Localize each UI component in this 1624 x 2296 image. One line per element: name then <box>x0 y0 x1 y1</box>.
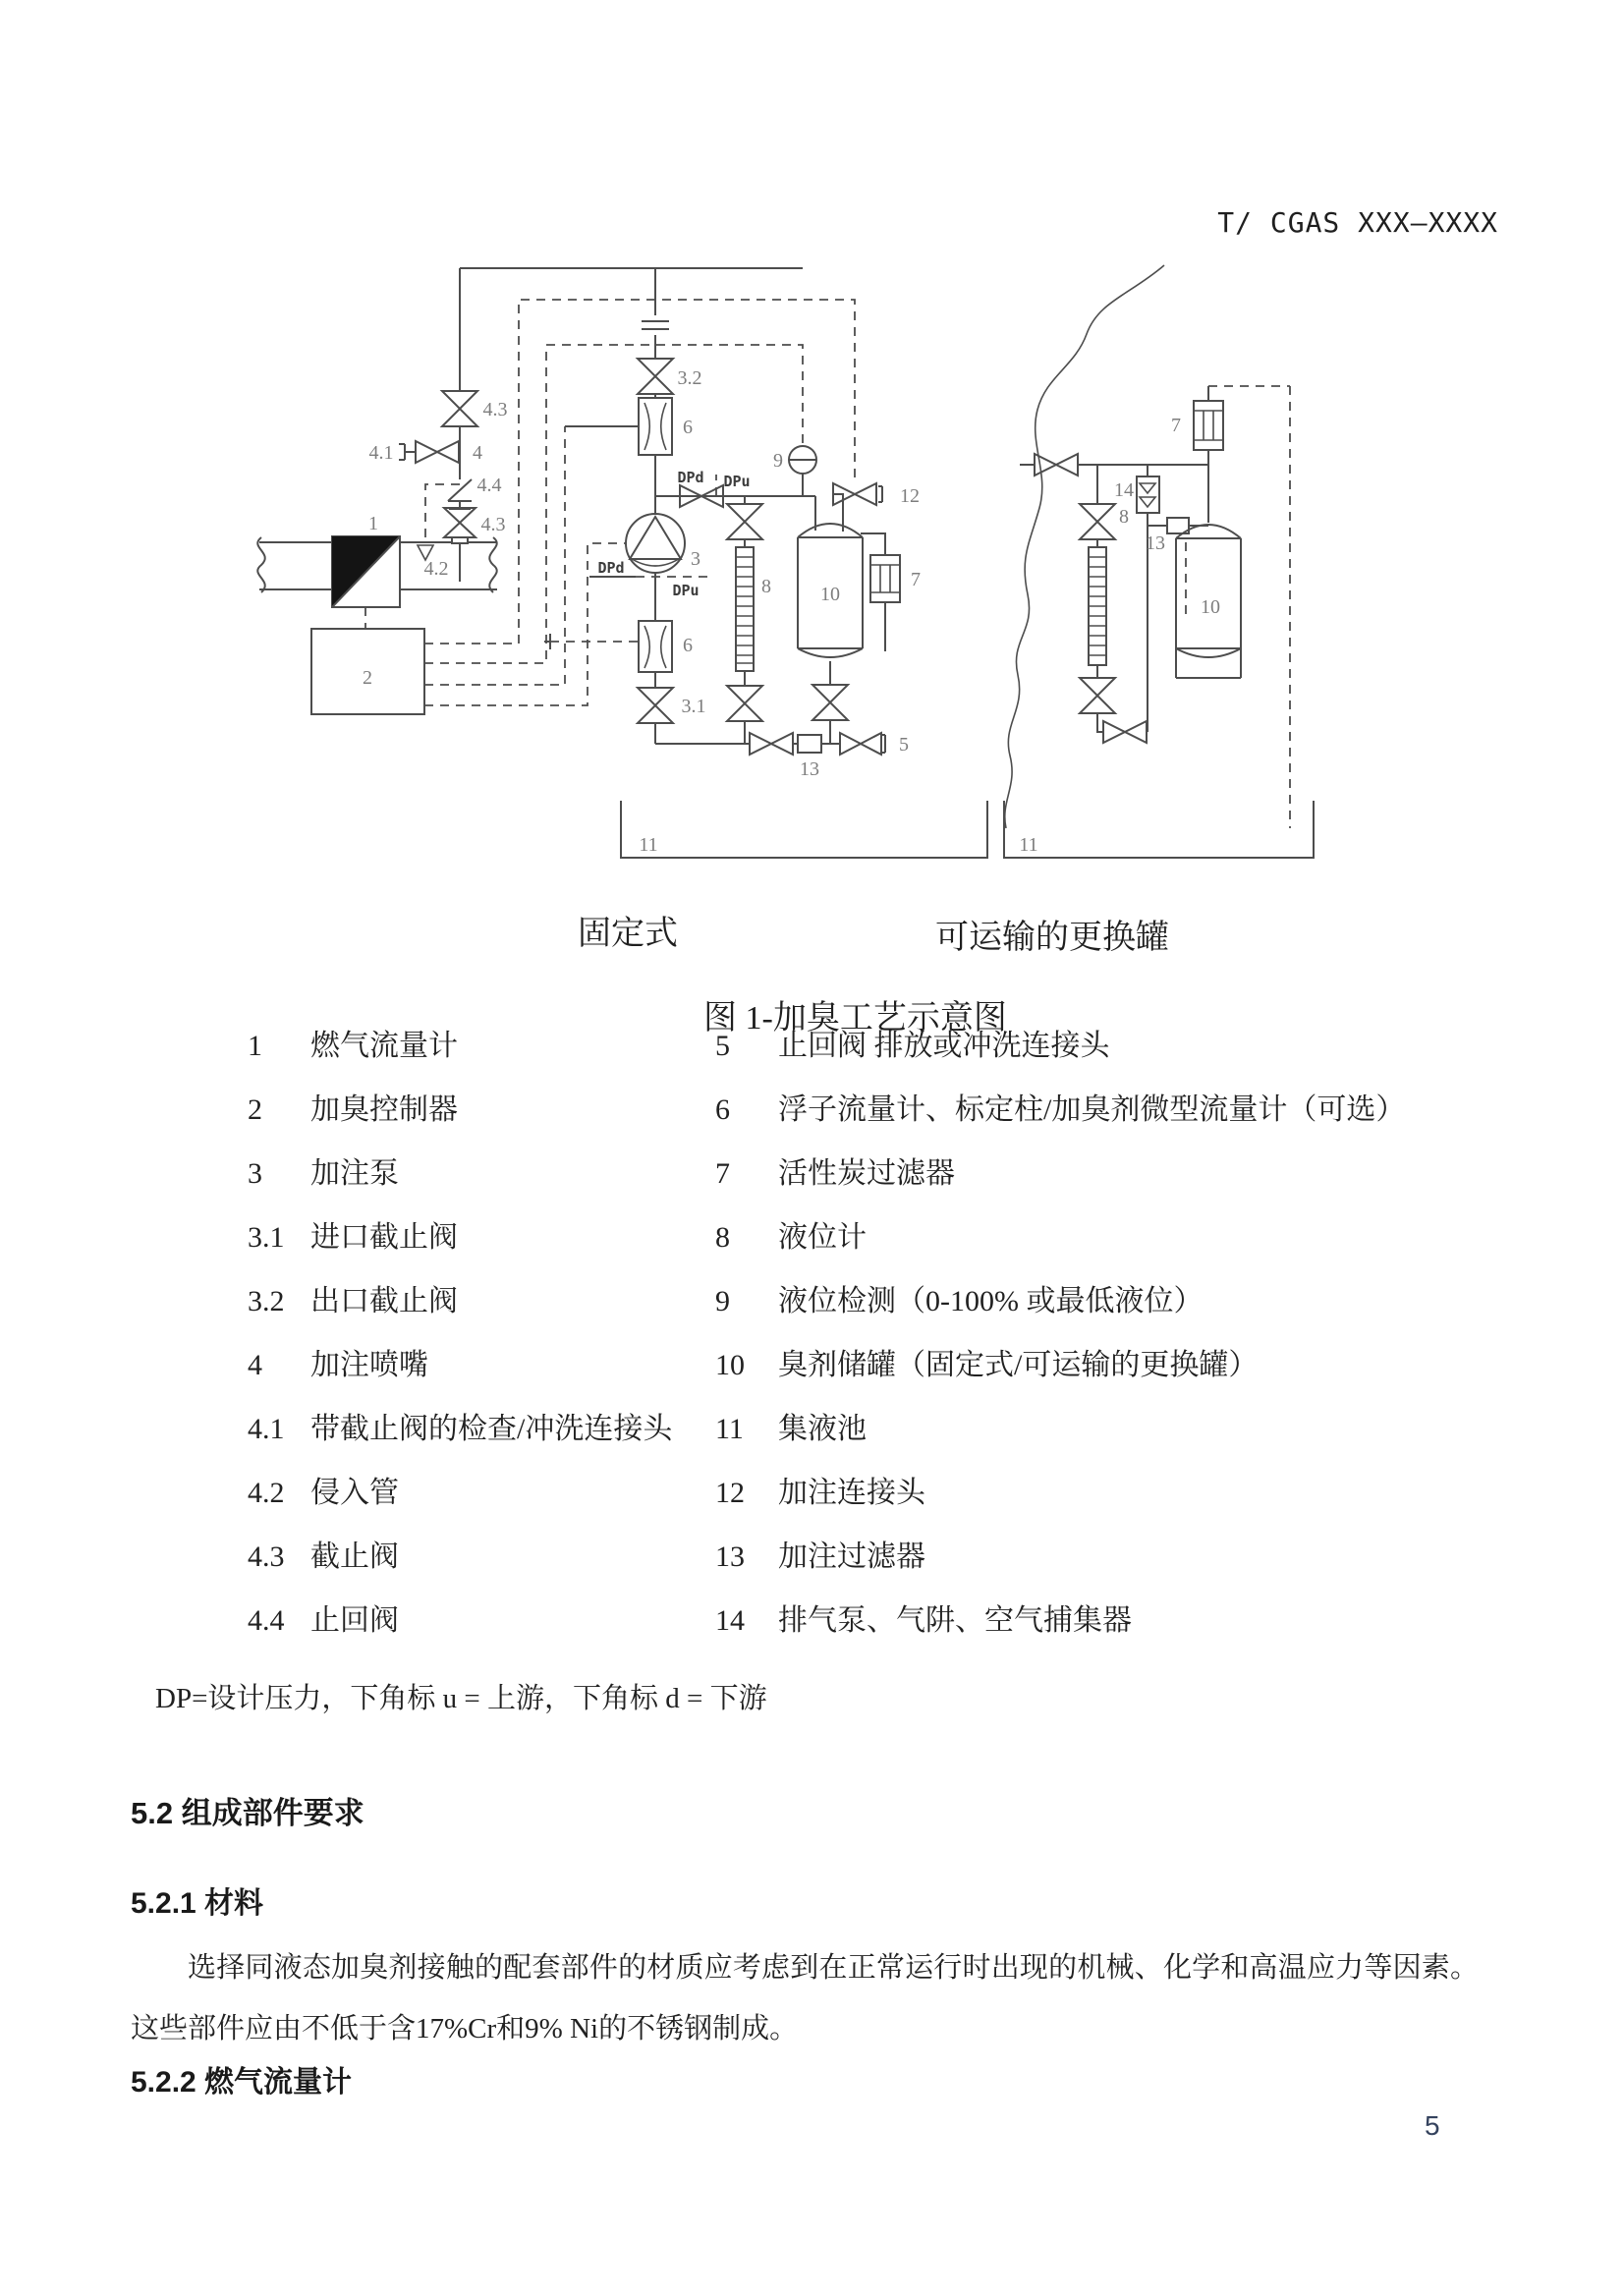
transportable-piping <box>1020 386 1290 828</box>
legend-number: 13 <box>715 1540 745 1573</box>
legend-label: 加注泵 <box>310 1157 399 1190</box>
collection-basin-transportable <box>1004 801 1314 858</box>
legend-number: 2 <box>248 1093 262 1126</box>
svg-text:9: 9 <box>773 450 783 472</box>
legend-row <box>715 1347 1472 1411</box>
svg-text:8: 8 <box>761 576 771 597</box>
svg-text:14: 14 <box>1114 479 1134 501</box>
legend-row <box>715 1092 1472 1155</box>
svg-text:4.3: 4.3 <box>480 514 506 535</box>
legend-label: 止回阀 <box>310 1604 399 1637</box>
svg-text:8: 8 <box>1119 506 1129 528</box>
legend-number: 1 <box>248 1030 262 1062</box>
dp-definition-note: DP=设计压力，下角标 u = 上游，下角标 d = 下游 <box>155 1683 767 1714</box>
legend-row <box>715 1219 1472 1283</box>
legend-label: 液位计 <box>778 1221 867 1254</box>
legend-row <box>248 1539 709 1602</box>
svg-text:3.1: 3.1 <box>681 696 706 717</box>
process-diagram <box>147 251 1454 899</box>
legend-row <box>715 1283 1472 1347</box>
legend-label: 活性炭过滤器 <box>778 1157 955 1190</box>
svg-text:6: 6 <box>683 635 693 656</box>
injection-valve-string <box>399 268 803 582</box>
svg-text:3.2: 3.2 <box>677 367 702 389</box>
svg-text:DPd: DPd <box>597 559 625 577</box>
legend-number: 4.1 <box>248 1413 285 1445</box>
legend-label: 截止阀 <box>310 1540 399 1573</box>
legend-number: 12 <box>715 1477 745 1509</box>
level-gauge-column <box>727 496 762 744</box>
legend-number: 14 <box>715 1604 745 1637</box>
legend-row <box>715 1411 1472 1475</box>
transportable-system-schematic <box>1004 265 1314 858</box>
svg-text:13: 13 <box>1146 532 1165 554</box>
svg-text:4: 4 <box>473 442 482 464</box>
legend-label: 液位检测（0-100% 或最低液位） <box>778 1285 1204 1317</box>
gas-flow-meter-symbol <box>332 536 400 607</box>
page-number: 5 <box>1425 2110 1440 2141</box>
svg-text:DPu: DPu <box>672 582 700 599</box>
legend-row <box>248 1283 709 1347</box>
legend-row <box>715 1602 1472 1666</box>
figure-title: 图 1-加臭工艺示意图 <box>703 1000 1007 1036</box>
legend-label: 出口截止阀 <box>310 1285 458 1317</box>
legend-row <box>248 1219 709 1283</box>
legend-label: 浮子流量计、标定柱/加臭剂微型流量计（可选） <box>778 1093 1406 1126</box>
svg-text:12: 12 <box>900 485 920 507</box>
legend-row <box>715 1028 1472 1092</box>
legend-number: 11 <box>715 1413 744 1445</box>
caption-transportable-tank: 可运输的更换罐 <box>935 920 1169 956</box>
section-heading-5-2: 5.2 组成部件要求 <box>131 1796 364 1830</box>
legend-number: 10 <box>715 1349 745 1381</box>
svg-text:DPu: DPu <box>723 473 751 490</box>
svg-text:DPd: DPd <box>677 469 704 486</box>
legend-row <box>248 1347 709 1411</box>
break-line <box>1005 265 1164 828</box>
legend-label: 加臭控制器 <box>310 1093 458 1126</box>
svg-text:2: 2 <box>363 667 372 689</box>
odorization-controller-box <box>311 300 855 714</box>
legend-label: 带截止阀的检查/冲洗连接头 <box>310 1413 673 1445</box>
legend-row <box>248 1602 709 1666</box>
svg-text:10: 10 <box>1201 596 1220 618</box>
odorant-tank-fixed <box>798 483 900 744</box>
legend-label: 燃气流量计 <box>310 1030 458 1062</box>
legend-row <box>248 1028 709 1092</box>
legend-number: 4 <box>248 1349 262 1381</box>
svg-text:1: 1 <box>368 513 378 534</box>
legend-number: 6 <box>715 1093 730 1126</box>
legend-label: 侵入管 <box>310 1477 399 1509</box>
legend-label: 加注连接头 <box>778 1477 925 1509</box>
svg-text:4.4: 4.4 <box>476 475 502 496</box>
svg-text:4.2: 4.2 <box>423 558 449 580</box>
legend-number: 4.2 <box>248 1477 285 1509</box>
svg-text:7: 7 <box>1171 415 1181 436</box>
svg-text:5: 5 <box>899 734 909 756</box>
legend-label: 集液池 <box>778 1413 867 1445</box>
svg-text:3: 3 <box>691 548 700 570</box>
legend-row <box>248 1092 709 1155</box>
legend-label: 臭剂储罐（固定式/可运输的更换罐） <box>778 1349 1259 1381</box>
svg-text:4.1: 4.1 <box>368 442 394 464</box>
svg-text:4.3: 4.3 <box>482 399 508 420</box>
legend-number: 4.4 <box>248 1604 285 1637</box>
dosing-pump-column <box>544 268 816 744</box>
legend-number: 3 <box>248 1157 262 1190</box>
legend-label: 排气泵、气阱、空气捕集器 <box>778 1604 1132 1637</box>
legend-row <box>715 1155 1472 1219</box>
legend-number: 5 <box>715 1030 730 1062</box>
legend-row <box>715 1475 1472 1539</box>
svg-text:10: 10 <box>820 584 840 605</box>
svg-text:7: 7 <box>911 569 921 590</box>
legend-row <box>248 1155 709 1219</box>
legend-label: 加注过滤器 <box>778 1540 925 1573</box>
legend-row <box>248 1411 709 1475</box>
svg-text:13: 13 <box>800 758 819 780</box>
legend-row <box>715 1539 1472 1602</box>
legend-number: 4.3 <box>248 1540 285 1573</box>
svg-text:6: 6 <box>683 417 693 438</box>
caption-fixed-type: 固定式 <box>578 916 678 952</box>
legend-label: 加注喷嘴 <box>310 1349 428 1381</box>
svg-text:11: 11 <box>1019 834 1038 856</box>
legend-column-left <box>248 1028 709 1666</box>
legend-number: 8 <box>715 1221 730 1254</box>
svg-text:11: 11 <box>639 834 658 856</box>
section-heading-5-2-1: 5.2.1 材料 <box>131 1887 264 1920</box>
drain-manifold <box>655 733 885 755</box>
collection-basin-fixed <box>621 801 987 858</box>
legend-number: 7 <box>715 1157 730 1190</box>
section-5-2-1-body: 选择同液态加臭剂接触的配套部件的材质应考虑到在正常运行时出现的机械、化学和高温应力等因素。这些部件应由不低于含17%Cr和9% Ni的不锈钢制成。 <box>131 1952 1479 2044</box>
section-heading-5-2-2: 5.2.2 燃气流量计 <box>131 2066 353 2099</box>
legend-number: 3.1 <box>248 1221 285 1254</box>
legend-number: 9 <box>715 1285 730 1317</box>
legend-number: 3.2 <box>248 1285 285 1317</box>
legend-row <box>248 1475 709 1539</box>
legend-column-right <box>715 1028 1472 1666</box>
legend-label: 止回阀 排放或冲洗连接头 <box>778 1030 1110 1062</box>
standard-code-header: T/ CGAS XXX—XXXX <box>1217 206 1498 239</box>
legend-label: 进口截止阀 <box>310 1221 458 1254</box>
